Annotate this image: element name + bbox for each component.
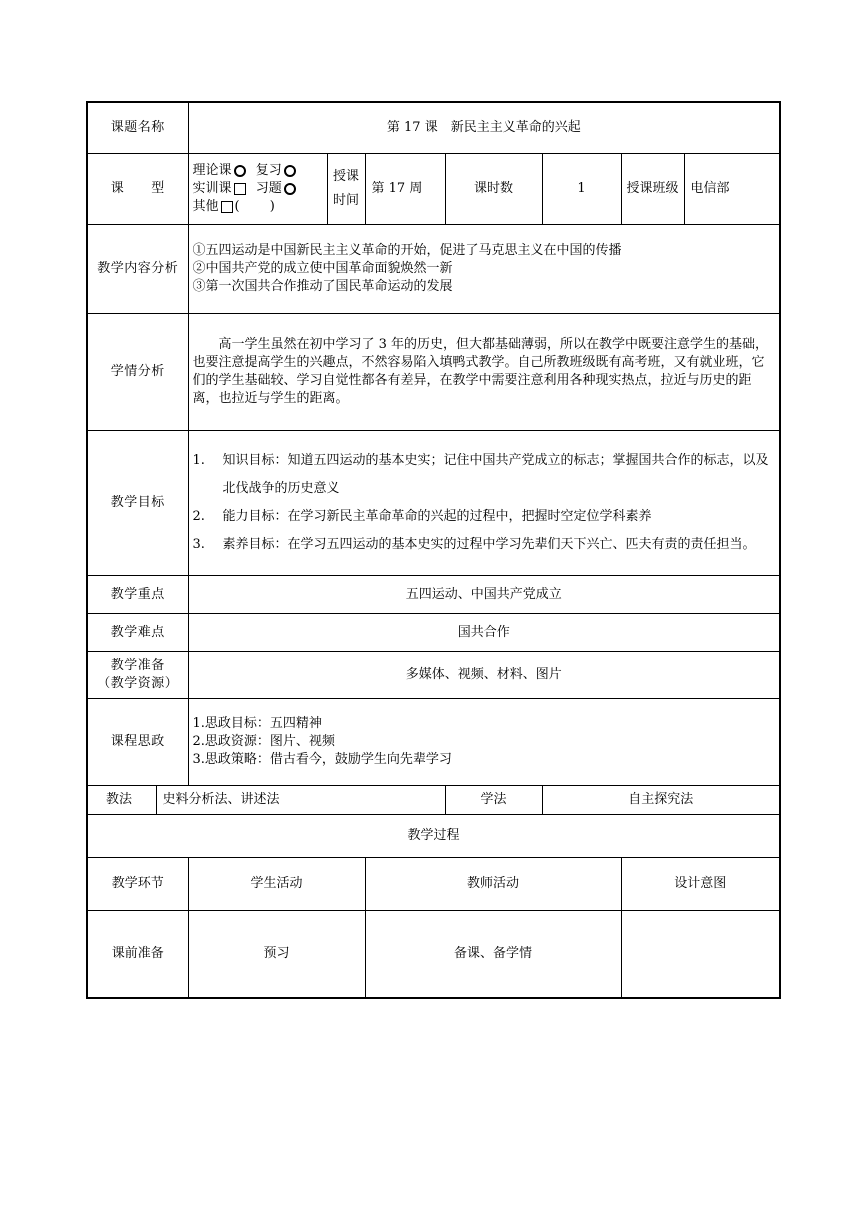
goal-number: 2.: [192, 509, 205, 524]
goal-item: [193, 503, 776, 531]
learn-value: 自主探究法: [542, 786, 780, 815]
content-list: [188, 225, 780, 314]
key-label: 教学重点: [87, 576, 188, 614]
content-item: ③第一次国共合作推动了国民革命运动的发展: [192, 279, 453, 294]
radio-filled-icon[interactable]: [284, 183, 296, 195]
course-type-options: [188, 154, 327, 225]
process-stage: 课前准备: [87, 911, 188, 999]
content-label: 教学内容分析: [87, 225, 188, 314]
course-type-row: [87, 154, 780, 225]
goal-text: 素养目标：在学习五四运动的基本史实的过程中学习先辈们天下兴亡、匹夫有责的责任担当。: [222, 537, 756, 552]
teach-time-value: 第 17 周: [365, 154, 445, 225]
prep-row: [87, 652, 780, 699]
course-name-label: 课题名称: [87, 102, 188, 154]
key-value: 五四运动、中国共产党成立: [188, 576, 780, 614]
prep-value: 多媒体、视频、材料、图片: [188, 652, 780, 699]
ideology-row: [87, 699, 780, 786]
header-teacher: 教师活动: [365, 858, 621, 911]
method-value: 史料分析法、讲述法: [156, 786, 445, 815]
option-other: 其他: [192, 199, 219, 214]
option-exercise: 习题: [255, 181, 282, 196]
analysis-text: 高一学生虽然在初中学习了 3 年的历史，但大都基础薄弱，所以在教学中既要注意学生的基础，也要注意提高学生的兴趣点，不然容易陷入填鸭式教学。自己所教班级既有高考班，又有就业班，它们的学生基础较、学习自觉性都各有差异，在教学中需要注意利用各种现实热点，拉近与历史的距离，也拉近与学生的距离。: [188, 314, 780, 431]
ideology-item: 3.思政策略：借古看今，鼓励学生向先辈学习: [192, 752, 452, 767]
checkbox-empty-icon[interactable]: [221, 201, 233, 213]
key-row: [87, 576, 780, 614]
header-stage: 教学环节: [87, 858, 188, 911]
method-row: [87, 786, 780, 815]
radio-filled-icon[interactable]: [284, 165, 296, 177]
process-intent: [621, 911, 780, 999]
header-intent: 设计意图: [621, 858, 780, 911]
analysis-label: 学情分析: [87, 314, 188, 431]
hours-value: 1: [542, 154, 621, 225]
hours-label: 课时数: [445, 154, 542, 225]
class-label: 授课班级: [621, 154, 684, 225]
course-type-label: 课 型: [87, 154, 188, 225]
course-name-row: [87, 102, 780, 154]
ideology-item: 2.思政资源：图片、视频: [192, 734, 335, 749]
class-value: 电信部: [684, 154, 780, 225]
lesson-plan-table: [86, 101, 781, 999]
teach-time-label: 授课时间: [327, 154, 365, 225]
radio-filled-icon[interactable]: [234, 165, 246, 177]
prep-label: [87, 652, 188, 699]
content-row: [87, 225, 780, 314]
ideology-item: 1.思政目标：五四精神: [192, 716, 322, 731]
process-title: 教学过程: [87, 815, 780, 858]
content-item: ①五四运动是中国新民主主义革命的开始，促进了马克思主义在中国的传播: [192, 243, 622, 258]
content-item: ②中国共产党的成立使中国革命面貌焕然一新: [192, 261, 453, 276]
course-name-value: 第 17 课 新民主主义革命的兴起: [188, 102, 780, 154]
prep-label-line: （教学资源）: [97, 676, 179, 691]
option-review: 复习: [255, 163, 282, 178]
option-other-paren: ( ): [234, 199, 275, 214]
learn-label: 学法: [445, 786, 542, 815]
goal-item: [193, 531, 776, 559]
process-teacher: 备课、备学情: [365, 911, 621, 999]
goal-number: 1.: [192, 453, 205, 468]
goal-text: 能力目标：在学习新民主革命革命的兴起的过程中，把握时空定位学科素养: [222, 509, 652, 524]
goal-number: 3.: [192, 537, 205, 552]
difficulty-label: 教学难点: [87, 614, 188, 652]
ideology-label: 课程思政: [87, 699, 188, 786]
header-student: 学生活动: [188, 858, 365, 911]
checkbox-empty-icon[interactable]: [234, 183, 246, 195]
analysis-row: [87, 314, 780, 431]
goals-list: [188, 431, 780, 576]
difficulty-value: 国共合作: [188, 614, 780, 652]
process-student: 预习: [188, 911, 365, 999]
ideology-list: [188, 699, 780, 786]
process-row: [87, 911, 780, 999]
goals-label: 教学目标: [87, 431, 188, 576]
difficulty-row: [87, 614, 780, 652]
method-label: 教法: [87, 786, 156, 815]
process-title-row: [87, 815, 780, 858]
goal-item: [193, 447, 776, 503]
goals-row: [87, 431, 780, 576]
process-header-row: [87, 858, 780, 911]
goal-text: 知识目标：知道五四运动的基本史实；记住中国共产党成立的标志；掌握国共合作的标志，以及北伐战争的历史意义: [222, 453, 769, 496]
option-practice: 实训课: [192, 181, 232, 196]
option-theory: 理论课: [192, 163, 232, 178]
prep-label-line: 教学准备: [110, 658, 165, 673]
